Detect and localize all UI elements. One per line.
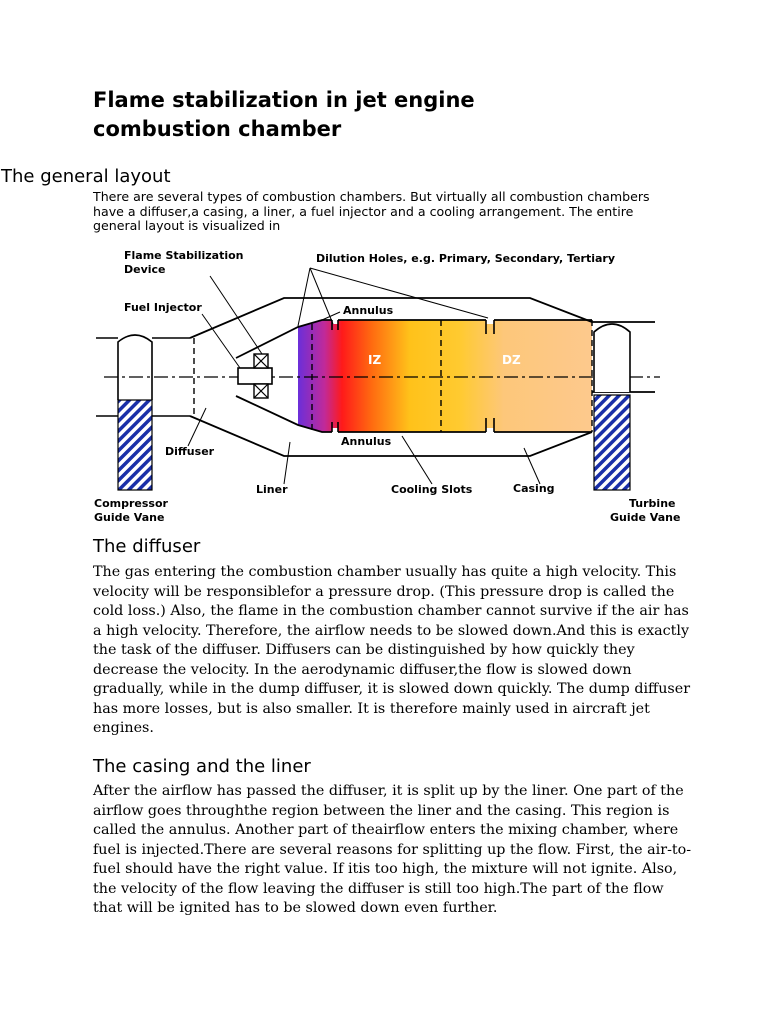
- label-dilution-holes: Dilution Holes, e.g. Primary, Secondary, Tertiary: [316, 252, 616, 265]
- label-annulus-bottom: Annulus: [341, 435, 392, 448]
- casing-liner-paragraph: After the airflow has passed the diffuser, it is split up by the liner. One part of the airflow goes throughthe region between the liner and the casing. This region is called the annulus. Another part of theairflow enters the mixing chamber, where fuel is injected.There are several reasons for splitting up the flow. First, the air-to-fuel should have the right value. If itis too high, the mixture will not ignite. Also, the velocity of the flow leaving the diffuser is still too high.The part of the flow that will be ignited has to be slowed down even further.: [93, 783, 692, 916]
- label-cooling-slots: Cooling Slots: [391, 483, 473, 496]
- label-iz: IZ: [368, 353, 382, 367]
- label-casing: Casing: [513, 482, 555, 495]
- label-pz: PZ: [277, 354, 295, 368]
- label-dz: DZ: [502, 353, 521, 367]
- label-flame-stabilization: Flame Stabilization: [124, 249, 244, 262]
- section-heading-general-layout: The general layout: [1, 166, 171, 187]
- compressor-guide-vane: [118, 335, 152, 400]
- label-turbine: Turbine: [629, 497, 676, 510]
- compressor-vane-hatch: [118, 400, 152, 490]
- label-diffuser: Diffuser: [165, 445, 215, 458]
- turbine-vane-hatch: [594, 395, 630, 490]
- label-liner: Liner: [256, 483, 288, 496]
- label-turbine-guide-vane: Guide Vane: [610, 511, 681, 524]
- label-compressor-guide-vane: Guide Vane: [94, 511, 165, 524]
- label-annulus-top: Annulus: [343, 304, 394, 317]
- flame-zone-gradient: [298, 320, 592, 432]
- section-heading-casing-liner: The casing and the liner: [93, 756, 311, 777]
- label-flame-stabilization-device: Device: [124, 263, 166, 276]
- combustion-chamber-diagram: [0, 240, 768, 530]
- fuel-injector: [238, 368, 272, 384]
- section-heading-diffuser: The diffuser: [93, 536, 201, 557]
- label-compressor: Compressor: [94, 497, 168, 510]
- intro-paragraph: There are several types of combustion chambers. But virtually all combustion chambers have a diffuser,a casing, a liner, a fuel injector and a cooling arrangement. The entire general layout is visualized in: [93, 189, 650, 233]
- turbine-guide-vane: [594, 324, 630, 392]
- label-fuel-injector: Fuel Injector: [124, 301, 202, 314]
- diffuser-paragraph: The gas entering the combustion chamber usually has quite a high velocity. This velocity will be responsiblefor a pressure drop. (This pressure drop is called the cold loss.) Also, the flame in the combustion chamber cannot survive if the air has a high velocity. Therefore, the airflow needs to be slowed down.And this is exactly the task of the diffuser. Diffusers can be distinguished by how quickly they decrease the velocity. In the aerodynamic diffuser,the flow is slowed down gradually, while in the dump diffuser, it is slowed down quickly. The dump diffuser has more losses, but is also smaller. It is therefore mainly used in aircraft jet engines.: [93, 564, 691, 736]
- page-title: Flame stabilization in jet engine combustion chamber: [93, 88, 475, 141]
